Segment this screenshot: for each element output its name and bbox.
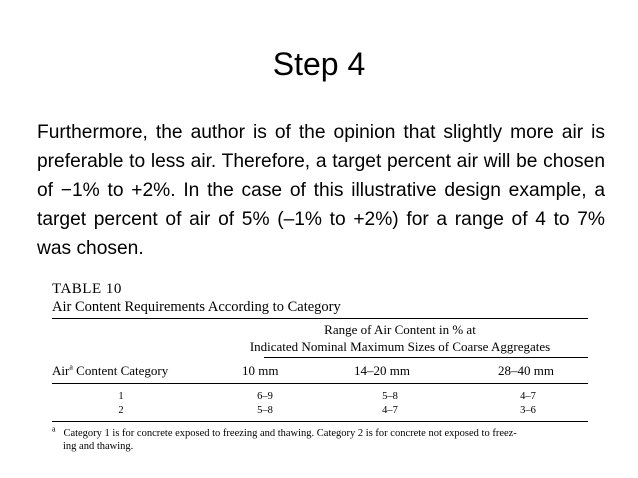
row-category: 2 <box>118 405 124 416</box>
column-header-10mm: 10 mm <box>242 363 279 378</box>
footnote-marker: a <box>69 362 73 372</box>
range-header-line2: Indicated Nominal Maximum Sizes of Coarse Aggregates <box>249 339 551 354</box>
category-header: Air$^a$ Content Category <box>52 362 169 378</box>
row-value: 4–7 <box>520 391 536 402</box>
column-header-14-20mm: 14–20 mm <box>354 363 410 378</box>
column-header-28-40mm: 28–40 mm <box>498 363 554 378</box>
table-footnote: $^a$ Category 1 is for concrete exposed to freezing and thawing. Category 2 is for concrete not exposed to freez- ing and thawing. <box>52 424 517 452</box>
row-category: 1 <box>118 391 124 402</box>
row-value: 5–8 <box>382 391 398 402</box>
range-header-rule <box>264 357 588 358</box>
body-paragraph: Furthermore, the author is of the opinion that slightly more air is preferable to less air. Therefore, a target percent air will be chosen of −1% to +2%. In the case of this illustrative design example, a target percent of air of 5% (–1% to +2%) for a range of 4 to 7% was chosen. <box>37 122 605 259</box>
air-content-table <box>52 280 588 452</box>
table-bottom-rule <box>52 421 588 422</box>
table-caption: Air Content Requirements According to Category <box>52 299 341 315</box>
slide-title: Step 4 <box>272 46 366 82</box>
header-bottom-rule <box>52 383 588 384</box>
range-header-line1: Range of Air Content in % at <box>324 322 476 337</box>
row-value: 5–8 <box>257 405 273 416</box>
row-value: 4–7 <box>382 405 398 416</box>
row-value: 6–9 <box>257 391 273 402</box>
table-top-rule <box>52 318 588 319</box>
table-label: TABLE 10 <box>52 281 122 297</box>
footnote-marker: a <box>52 424 56 434</box>
row-value: 3–6 <box>520 405 536 416</box>
